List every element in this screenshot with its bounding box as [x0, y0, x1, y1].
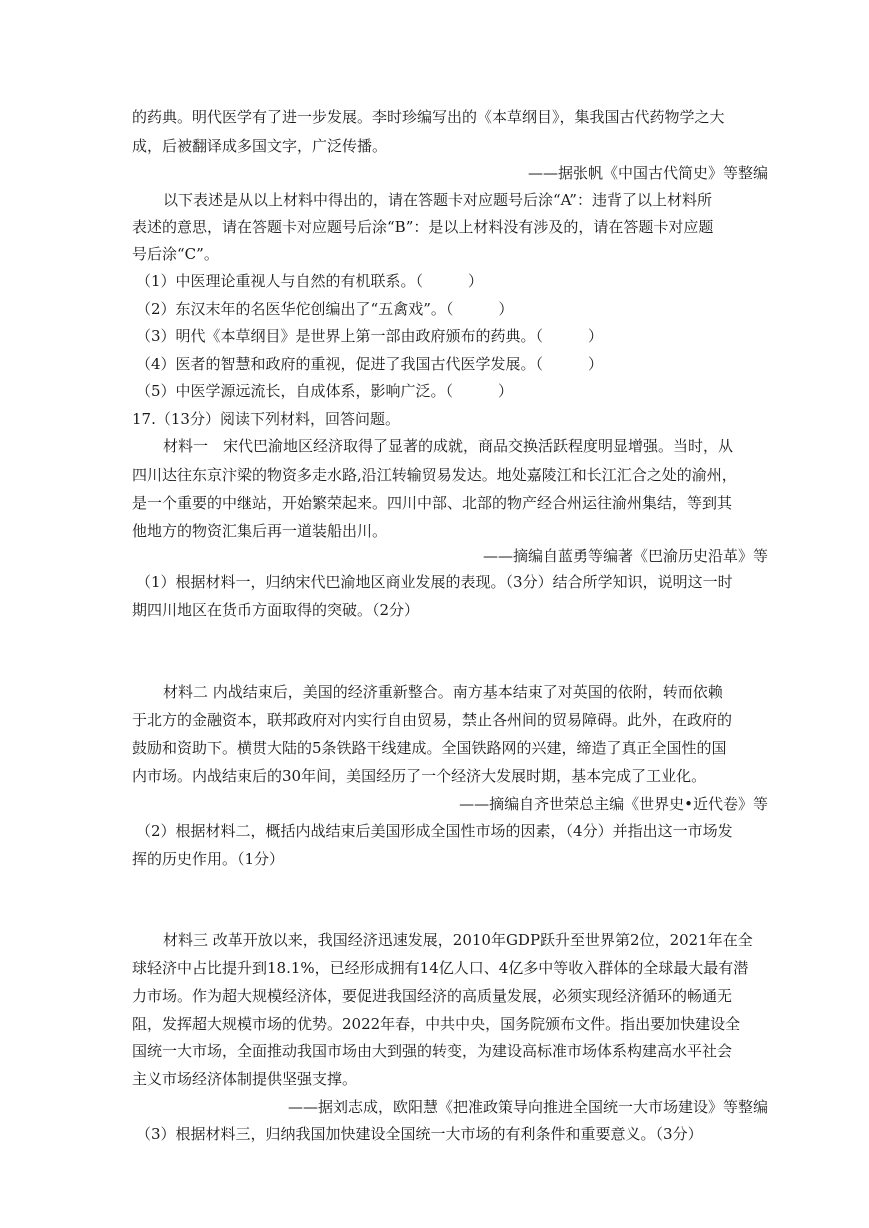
q16-instruction-line: 表述的意思，请在答题卡对应题号后涂“B”：是以上材料没有涉及的，请在答题卡对应题 [132, 218, 714, 236]
q17-material2-line: 鼓励和资助下。横贯大陆的5条铁路干线建成。全国铁路网的兴建，缔造了真正全国性的国 [132, 739, 727, 757]
q17-question1-line: 期四川地区在货币方面取得的突破。（2分） [132, 601, 420, 619]
q17-source1: ——摘编自蓝勇等编著《巴渝历史沿革》等 [482, 547, 768, 565]
q17-material3-line: 阻，发挥超大规模市场的优势。2022年春，中共中央，国务院颁布文件。指出要加快建设全 [132, 1015, 741, 1033]
q17-material2-line: 于北方的金融资本，联邦政府对内实行自由贸易，禁止各州间的贸易障碍。此外，在政府的 [132, 711, 733, 729]
q16-text-line: 成，后被翻译成多国文字，广泛传播。 [132, 137, 388, 155]
q17-question2-line: 挥的历史作用。（1分） [132, 850, 285, 868]
q17-material3-line: 国统一大市场，全面推动我国市场由大到强的转变，为建设高标准市场体系构建高水平社会 [132, 1042, 733, 1060]
q17-material2-line: 材料二 内战结束后，美国的经济重新整合。南方基本结束了对英国的依附，转而依赖 [163, 683, 723, 701]
q16-item-3: （3）明代《本草纲目》是世界上第一部由政府颁布的药典。（ ） [136, 327, 604, 345]
q17-heading: 17.（13分）阅读下列材料，回答问题。 [132, 410, 400, 428]
q17-material3-line: 主义市场经济体制提供坚强支撑。 [132, 1070, 358, 1088]
q17-question1-line: （1）根据材料一，归纳宋代巴渝地区商业发展的表现。（3分）结合所学知识，说明这一时 [136, 573, 733, 591]
q17-question3: （3）根据材料三，归纳我国加快建设全国统一大市场的有利条件和重要意义。（3分） [136, 1125, 703, 1143]
q16-instruction-line: 号后涂“C”。 [132, 245, 219, 263]
q16-text-line: 的药典。明代医学有了进一步发展。李时珍编写出的《本草纲目》，集我国古代药物学之大 [132, 108, 725, 126]
q16-instruction-line: 以下表述是从以上材料中得出的，请在答题卡对应题号后涂“A”：违背了以上材料所 [163, 191, 712, 209]
q16-source: ——据张帆《中国古代简史》等整编 [527, 164, 768, 182]
q16-item-4: （4）医者的智慧和政府的重视，促进了我国古代医学发展。（ ） [136, 355, 604, 373]
q17-material1-line: 他地方的物资汇集后再一道装船出川。 [132, 522, 388, 540]
q17-material3-line: 材料三 改革开放以来，我国经济迅速发展，2010年GDP跃升至世界第2位，2021年在全 [163, 931, 753, 949]
q17-material1-line: 是一个重要的中继站，开始繁荣起来。四川中部、北部的物产经合州运往渝州集结，等到其 [132, 494, 733, 512]
q17-material3-line: 力市场。作为超大规模经济体，要促进我国经济的高质量发展，必须实现经济循环的畅通无 [132, 987, 733, 1005]
q17-source3: ——据刘志成，欧阳慧《把准政策导向推进全国统一大市场建设》等整编 [287, 1098, 768, 1116]
q17-material1-line: 四川达往东京汴梁的物资多走水路,沿江转输贸易发达。地处嘉陵江和长江汇合之处的渝州， [132, 466, 737, 484]
q17-material2-line: 内市场。内战结束后的30年间，美国经历了一个经济大发展时期，基本完成了工业化。 [132, 767, 707, 785]
q16-item-2: （2）东汉末年的名医华佗创编出了“五禽戏”。（ ） [136, 300, 514, 318]
q17-question2-line: （2）根据材料二，概括内战结束后美国形成全国性市场的因素，（4分）并指出这一市场发 [136, 822, 733, 840]
q16-item-1: （1）中医理论重视人与自然的有机联系。（ ） [136, 272, 484, 290]
q16-item-5: （5）中医学源远流长，自成体系，影响广泛。（ ） [136, 382, 514, 400]
q17-material1-line: 材料一 宋代巴渝地区经济取得了显著的成就，商品交换活跃程度明显增强。当时，从 [163, 437, 734, 455]
q17-source2: ——摘编自齐世荣总主编《世界史•近代卷》等 [459, 795, 768, 813]
q17-material3-line: 球轻济中占比提升到18.1%，已经形成拥有14亿人口、4亿多中等收入群体的全球最大最有潜 [132, 959, 749, 977]
